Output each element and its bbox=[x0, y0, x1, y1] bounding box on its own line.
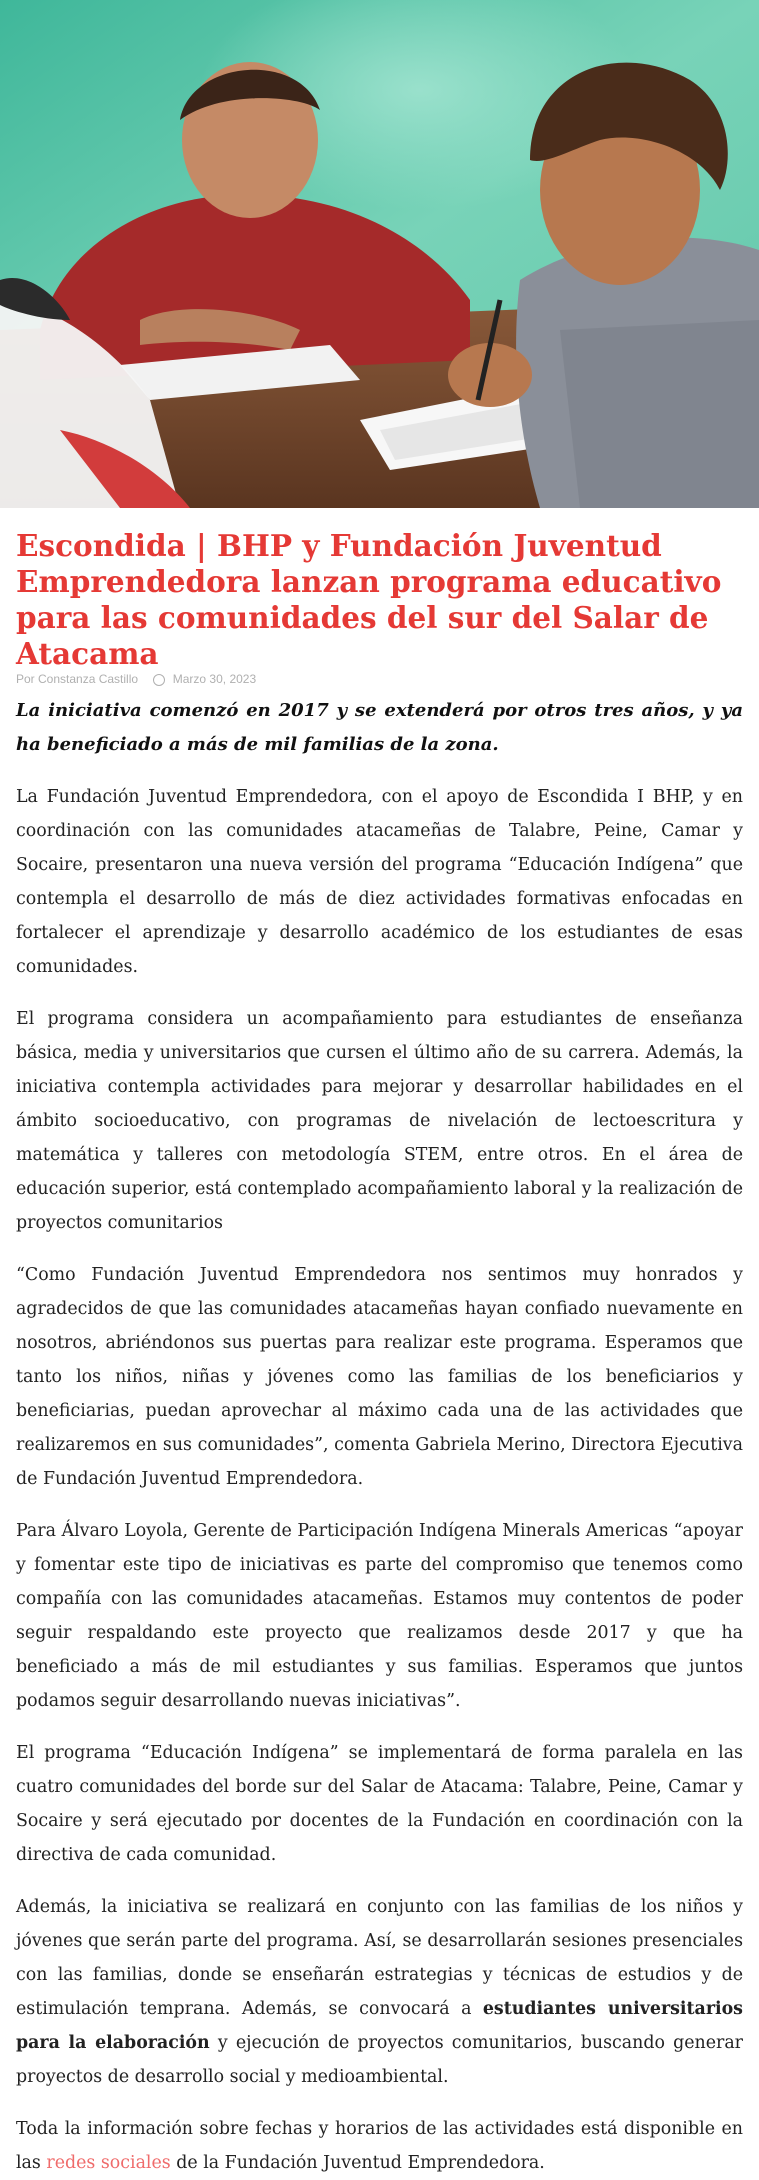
paragraph-6-part-b: y ejecución de proyectos comunitarios, buscando generar proyectos de desarrollo social y medioambiental. bbox=[16, 2033, 743, 2087]
paragraph-6 bbox=[16, 1890, 743, 2094]
paragraph-6-part-a: Además, la iniciativa se realizará en conjunto con las familias de los niños y jóvenes que serán parte del programa. Así, se desarrollarán sesiones presenciales con las familias, donde se enseñarán estrategias y técnicas de estudios y de estimulación temprana. Además, se convocará a bbox=[16, 1897, 743, 2019]
paragraph-7-part-b: de la Fundación Juventud Emprendedora. bbox=[170, 2153, 545, 2173]
hero-image bbox=[0, 0, 759, 508]
article-meta bbox=[16, 674, 743, 688]
paragraph-3: “Como Fundación Juventud Emprendedora nos sentimos muy honrados y agradecidos de que las comunidades atacameñas hayan confiado nuevamente en nosotros, abriéndonos sus puertas para realizar este programa. Esperamos que tanto los niños, niñas y jóvenes como las familias de los beneficiarios y beneficiarias, puedan aprovechar al máximo cada una de las actividades que realizaremos en sus comunidades”, comenta Gabriela Merino, Directora Ejecutiva de Fundación Juventud Emprendedora. bbox=[16, 1265, 743, 1489]
clock-icon bbox=[153, 674, 165, 686]
paragraph-4: Para Álvaro Loyola, Gerente de Participación Indígena Minerals Americas “apoyar y fomentar este tipo de iniciativas es parte del compromiso que tenemos como compañía con las comunidades atacameñas. Estamos muy contentos de poder seguir respaldando este proyecto que realizamos desde 2017 y que ha beneficiado a más de mil estudiantes y sus familias. Esperamos que juntos podamos seguir desarrollando nuevas iniciativas”. bbox=[16, 1521, 743, 1711]
paragraph-2: El programa considera un acompañamiento para estudiantes de enseñanza básica, media y universitarios que cursen el último año de su carrera. Además, la iniciativa contempla actividades para mejorar y desarrollar habilidades en el ámbito socioeducativo, con programas de nivelación de lectoescritura y matemática y talleres con metodología STEM, entre otros. En el área de educación superior, está contemplado acompañamiento laboral y la realización de proyectos comunitarios bbox=[16, 1009, 743, 1233]
paragraph-5: El programa “Educación Indígena” se implementará de forma paralela en las cuatro comunidades del borde sur del Salar de Atacama: Talabre, Peine, Camar y Socaire y será ejecutado por docentes de la Fundación en coordinación con la directiva de cada comunidad. bbox=[16, 1743, 743, 1865]
article-content bbox=[0, 528, 759, 2180]
hero-photo-illustration bbox=[0, 0, 759, 508]
paragraph-7 bbox=[16, 2112, 743, 2180]
publish-date: Marzo 30, 2023 bbox=[172, 674, 257, 686]
article-title: Escondida | BHP y Fundación Juventud Emprendedora lanzan programa educativo para las comunidades del sur del Salar de Atacama bbox=[16, 528, 722, 671]
social-media-link[interactable]: redes sociales bbox=[46, 2153, 171, 2173]
article-meta-inner bbox=[16, 674, 256, 686]
byline[interactable]: Por Constanza Castillo bbox=[16, 674, 139, 686]
paragraph-1: La Fundación Juventud Emprendedora, con el apoyo de Escondida I BHP, y en coordinación con las comunidades atacameñas de Talabre, Peine, Camar y Socaire, presentaron una nueva versión del programa “Educación Indígena” que contempla el desarrollo de más de diez actividades formativas enfocadas en fortalecer el aprendizaje y desarrollo académico de los estudiantes de esas comunidades. bbox=[16, 787, 743, 977]
paragraph-6-bold: estudiantes universitarios para la elaboración bbox=[16, 1999, 743, 2053]
paragraph-7-part-a: Toda la información sobre fechas y horarios de las actividades está disponible en las bbox=[16, 2119, 743, 2173]
article-lead: La iniciativa comenzó en 2017 y se extenderá por otros tres años, y ya ha beneficiado a más de mil familias de la zona. bbox=[16, 700, 743, 755]
